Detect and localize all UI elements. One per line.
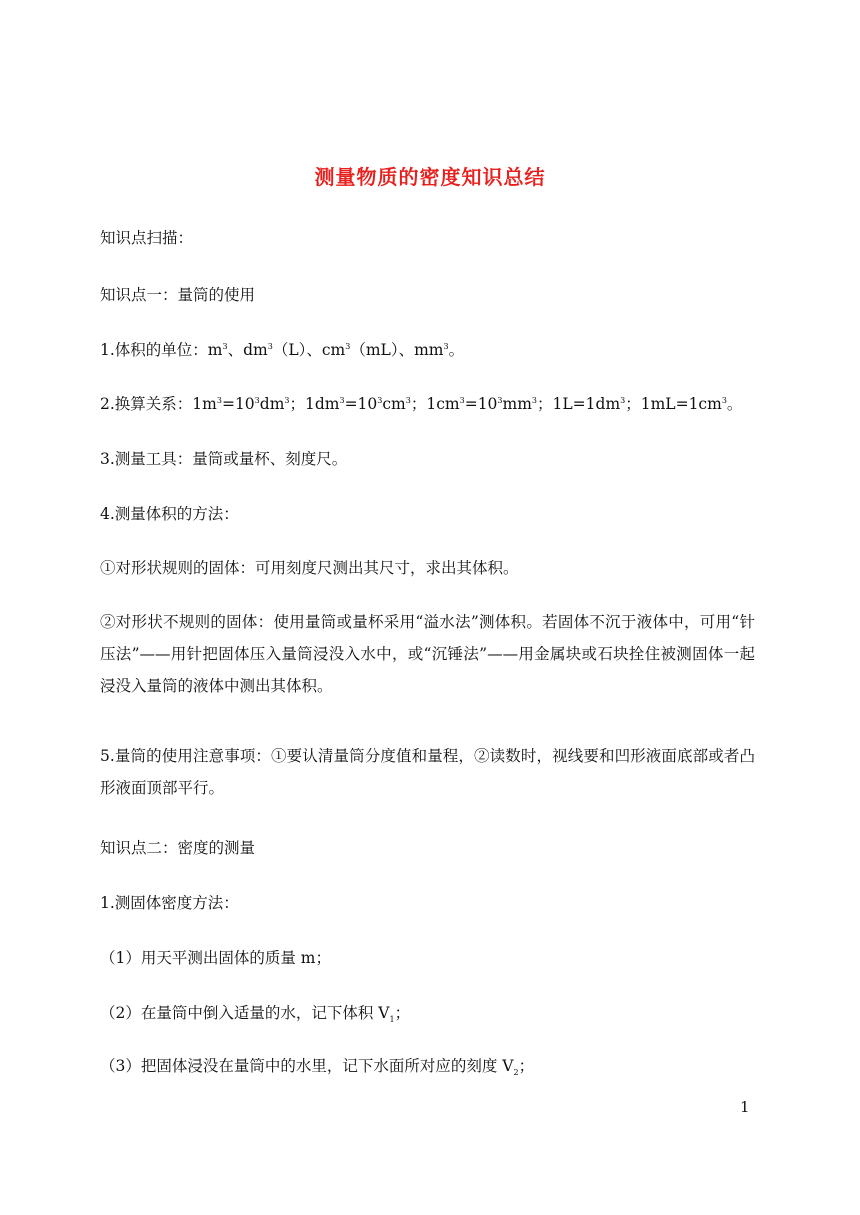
notes-paragraph: 5.量筒的使用注意事项：①要认清量筒分度值和量程，②读数时，视线要和凹形液面底部或者凸形液面顶部平行。: [100, 747, 755, 797]
step-1: （1）用天平测出固体的质量 m；: [100, 949, 331, 967]
solid-method-heading: 1.测固体密度方法：: [100, 894, 239, 912]
regular-solid-line: ①对形状规则的固体：可用刻度尺测出其尺寸，求出其体积。: [100, 559, 519, 577]
irregular-solid-paragraph: ②对形状不规则的固体：使用量筒或量杯采用“溢水法”测体积。若固体不沉于液体中，可用“针压法”——用针把固体压入量筒浸没入水中，或“沉锤法”——用金属块或石块拴住被测固体一起浸没入量筒的液体中测出其体积。: [100, 613, 755, 695]
page-number: 1: [740, 1098, 750, 1116]
step-2: （2）在量筒中倒入适量的水，记下体积 $V_1$；: [100, 1004, 411, 1025]
tools-line: 3.测量工具：量筒或量杯、刻度尺。: [100, 450, 348, 468]
volume-units-line: 1.体积的单位：$m^3$、$dm^3(L)$、$cm^3(mL)$、$mm^3$。: [100, 341, 465, 359]
document-title: 测量物质的密度知识总结: [314, 165, 546, 189]
kp1-heading: 知识点一：量筒的使用: [100, 286, 256, 304]
scan-label: 知识点扫描：: [100, 229, 194, 247]
conversion-line: 2.换算关系：$1m^3=10^3dm^3$；$1dm^3=10^3cm^3$；$1cm^3=10^3mm^3$；$1L=1dm^3$；$1mL=1cm^3$。: [100, 395, 743, 413]
method-heading: 4.测量体积的方法：: [100, 505, 239, 523]
kp2-heading: 知识点二：密度的测量: [100, 839, 256, 857]
step-3: （3）把固体浸没在量筒中的水里，记下水面所对应的刻度 $V_2$；: [100, 1057, 535, 1078]
